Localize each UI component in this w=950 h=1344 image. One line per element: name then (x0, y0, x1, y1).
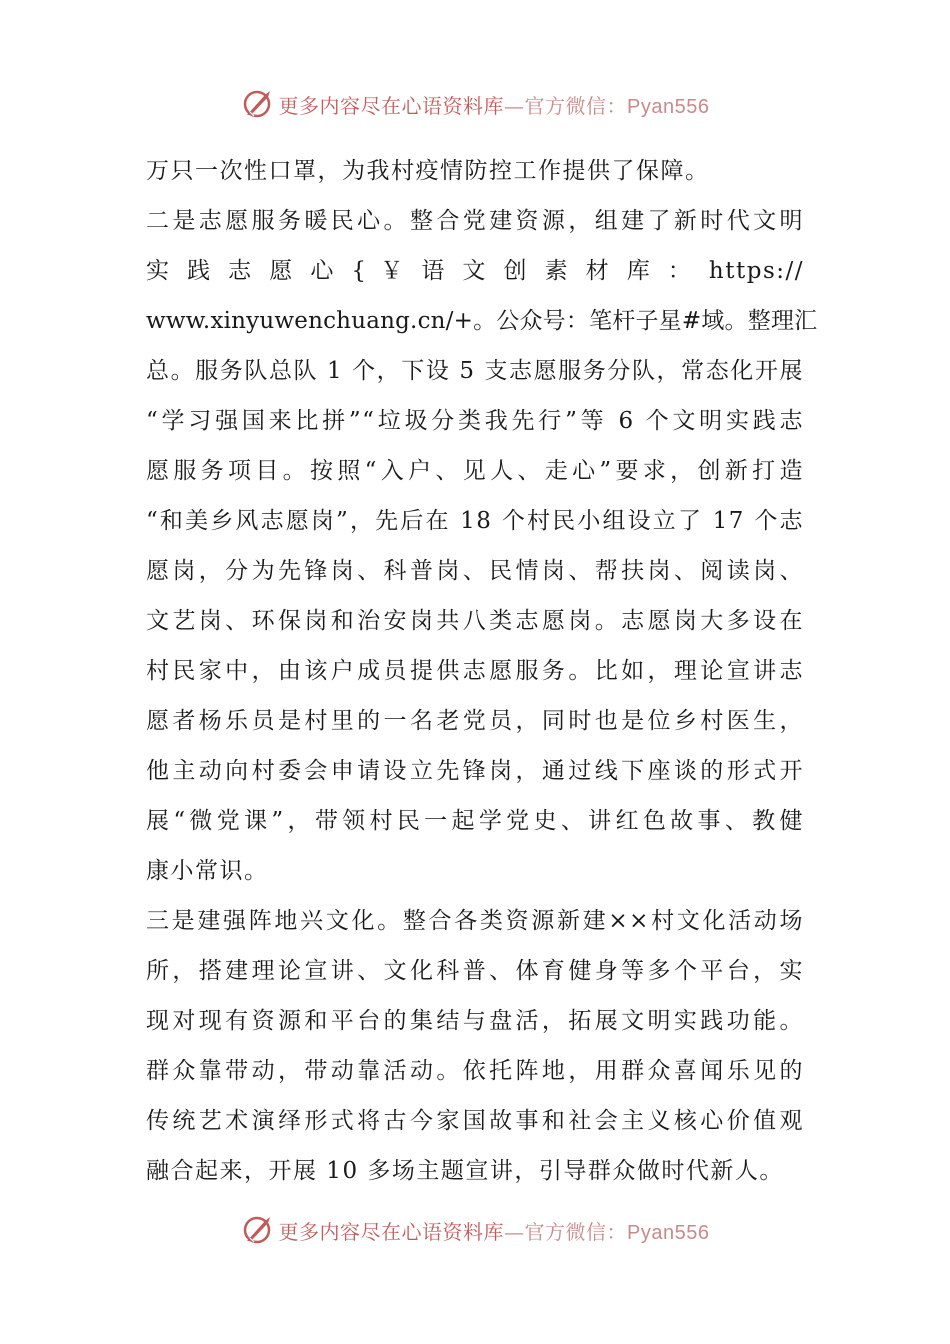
text-line: 所，搭建理论宣讲、文化科普、体育健身等多个平台，实 (146, 958, 804, 984)
header-watermark-banner (0, 82, 950, 126)
text-line: 总。服务队总队 1 个，下设 5 支志愿服务分队，常态化开展 (146, 358, 804, 384)
document-body (146, 146, 818, 1196)
text-line: 村民家中，由该户成员提供志愿服务。比如，理论宣讲志 (146, 658, 804, 684)
text-line: 愿者杨乐员是村里的一名老党员，同时也是位乡村医生， (146, 708, 804, 734)
banner-separator: — (504, 93, 525, 118)
text-line: 三是建强阵地兴文化。整合各类资源新建××村文化活动场 (146, 908, 804, 934)
text-line: 现对现有资源和平台的集结与盘活，拓展文明实践功能。 (146, 1008, 804, 1034)
text-line: “和美乡风志愿岗”，先后在 18 个村民小组设立了 17 个志 (146, 508, 804, 534)
banner-main-text: 更多内容尽在心语资料库 (278, 1219, 505, 1244)
text-line: www.xinyuwenchuang.cn/+。公众号：笔杆子星#域。整理汇 (146, 308, 818, 334)
text-line: “学习强国来比拼”“垃圾分类我先行”等 6 个文明实践志 (146, 408, 804, 434)
text-line: 实 践 志 愿 心 { ￥ 语 文 创 素 材 库 ： https:// (146, 258, 804, 284)
text-line: 愿服务项目。按照“入户、见人、走心”要求，创新打造 (146, 458, 804, 484)
text-line: 康小常识。 (146, 858, 269, 884)
text-line: 展“微党课”，带领村民一起学党史、讲红色故事、教健 (146, 808, 804, 834)
text-line: 他主动向村委会申请设立先锋岗，通过线下座谈的形式开 (146, 758, 804, 784)
quill-logo-icon (241, 1213, 275, 1247)
text-line: 传统艺术演绎形式将古今家国故事和社会主义核心价值观 (146, 1108, 804, 1134)
text-line: 万只一次性口罩，为我村疫情防控工作提供了保障。 (146, 158, 710, 184)
text-line: 二是志愿服务暖民心。整合党建资源，组建了新时代文明 (146, 208, 804, 234)
text-line: 融合起来，开展 10 多场主题宣讲，引导群众做时代新人。 (146, 1158, 784, 1184)
footer-watermark-banner (0, 1208, 950, 1252)
text-line: 文艺岗、环保岗和治安岗共八类志愿岗。志愿岗大多设在 (146, 608, 804, 634)
quill-logo-icon (241, 87, 275, 121)
banner-main-text: 更多内容尽在心语资料库 (278, 93, 505, 118)
text-line: 愿岗，分为先锋岗、科普岗、民情岗、帮扶岗、阅读岗、 (146, 558, 804, 584)
banner-wechat-id: Pyan556 (627, 1221, 710, 1244)
banner-separator: — (504, 1219, 525, 1244)
banner-wechat-id: Pyan556 (627, 95, 710, 118)
banner-wechat-label: 官方微信： (524, 93, 628, 118)
banner-wechat-label: 官方微信： (524, 1219, 628, 1244)
text-line: 群众靠带动，带动靠活动。依托阵地，用群众喜闻乐见的 (146, 1058, 804, 1084)
